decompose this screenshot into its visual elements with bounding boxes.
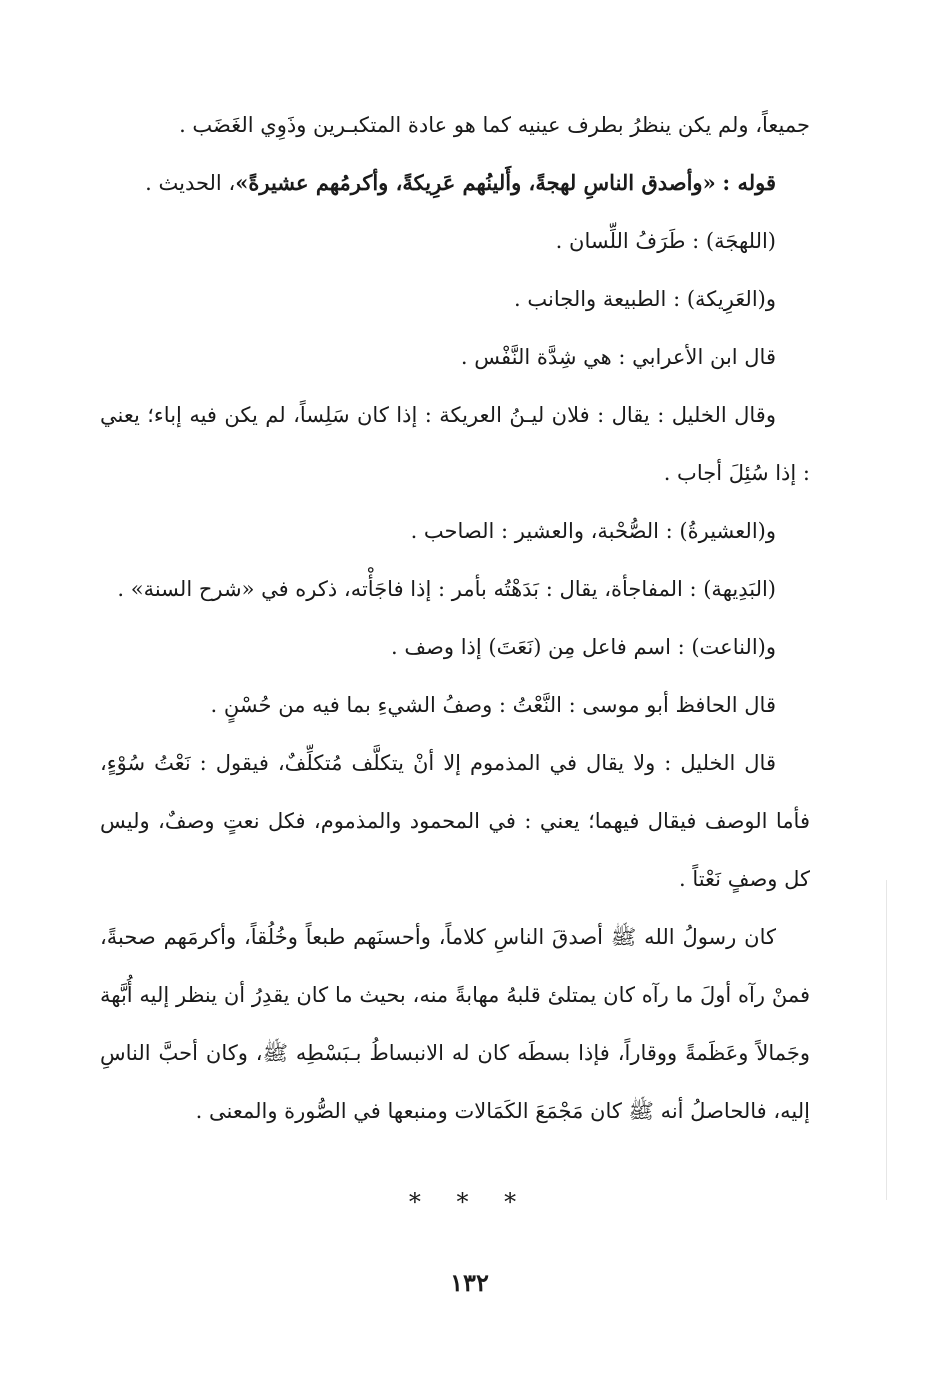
paragraph-arika: و(العَرِيكة) : الطبيعة والجانب . xyxy=(514,287,776,311)
paragraph-lahja: (اللهجَة) : طَرَفُ اللِّسان . xyxy=(555,229,776,253)
scan-margin-line xyxy=(886,880,887,1200)
paragraph-naat: و(الناعت) : اسم فاعل مِن (نَعَتَ) إذا وصف . xyxy=(390,635,776,659)
hadith-suffix: الحديث . xyxy=(145,171,222,195)
quote-label: قوله : xyxy=(722,170,776,195)
section-separator: * * * xyxy=(408,1188,531,1216)
page-number: ١٣٢ xyxy=(450,1268,489,1297)
page-body xyxy=(100,96,810,1140)
paragraph-ashira: و(العشيرةُ) : الصُّحْبة، والعشير : الصاحب . xyxy=(410,519,776,543)
paragraph-summary: كان رسولُ الله ﷺ أصدقَ الناسِ كلاماً، وأحسنَهم طبعاً وخُلُقاً، وأكرمَهم صحبةً، فمنْ رآه أولَ ما رآه كان يمتلئ قلبهُ مهابةً منه، بحيث ما كان يقدِرُ أن ينظر إليه أُبَّهة وجَمالاً وعَظَمةً ووقاراً، فإذا بسطَه كان له الانبساطُ بـبَسْطِه ﷺ، وكان أحبَّ الناسِ إليه، فالحاصلُ أنه ﷺ كان مَجْمَعَ الكَمَالات ومنبعها في الصُّورة والمعنى . xyxy=(100,925,810,1123)
paragraph-continuation: جميعاً، ولم يكن ينظرُ بطرف عينيه كما هو عادة المتكبـرين وذَوِي الغَضَب . xyxy=(179,113,810,137)
paragraph-abu-musa: قال الحافظ أبو موسى : النَّعْتُ : وصفُ الشيءِ بما فيه من حُسْنٍ . xyxy=(210,693,776,717)
paragraph-badiha: (البَدِيهة) : المفاجأة، يقال : بَدَهْتُه بأمر : إذا فاجَأْته، ذكره في «شرح السنة» . xyxy=(117,577,776,601)
paragraph-khalil-1: وقال الخليل : يقال : فلان ليـنُ العريكة : إذا كان سَلِساً، لم يكن فيه إباء؛ يعني : إذا سُئِلَ أجاب . xyxy=(100,403,810,485)
hadith-quote: «وأصدق الناسِ لهجةً، وأَلينُهم عَرِيكةً، وأكرمُهم عشيرةً» xyxy=(235,170,716,195)
paragraph-hadith-quote: قوله : «وأصدق الناسِ لهجةً، وأَلينُهم عَرِيكةً، وأكرمُهم عشيرةً»، الحديث . xyxy=(145,170,776,195)
paragraph-khalil-2: قال الخليل : ولا يقال في المذموم إلا أنْ يتكلَّف مُتكلِّفٌ، فيقول : نَعْتُ سُوْءٍ، فأما الوصف فيقال فيهما؛ يعني : في المحمود والمذموم، فكل نعتٍ وصفٌ، وليس كل وصفٍ نَعْتاً . xyxy=(100,751,810,891)
paragraph-ibn-alarabi: قال ابن الأعرابي : هي شِدَّة النَّفْس . xyxy=(460,345,776,369)
